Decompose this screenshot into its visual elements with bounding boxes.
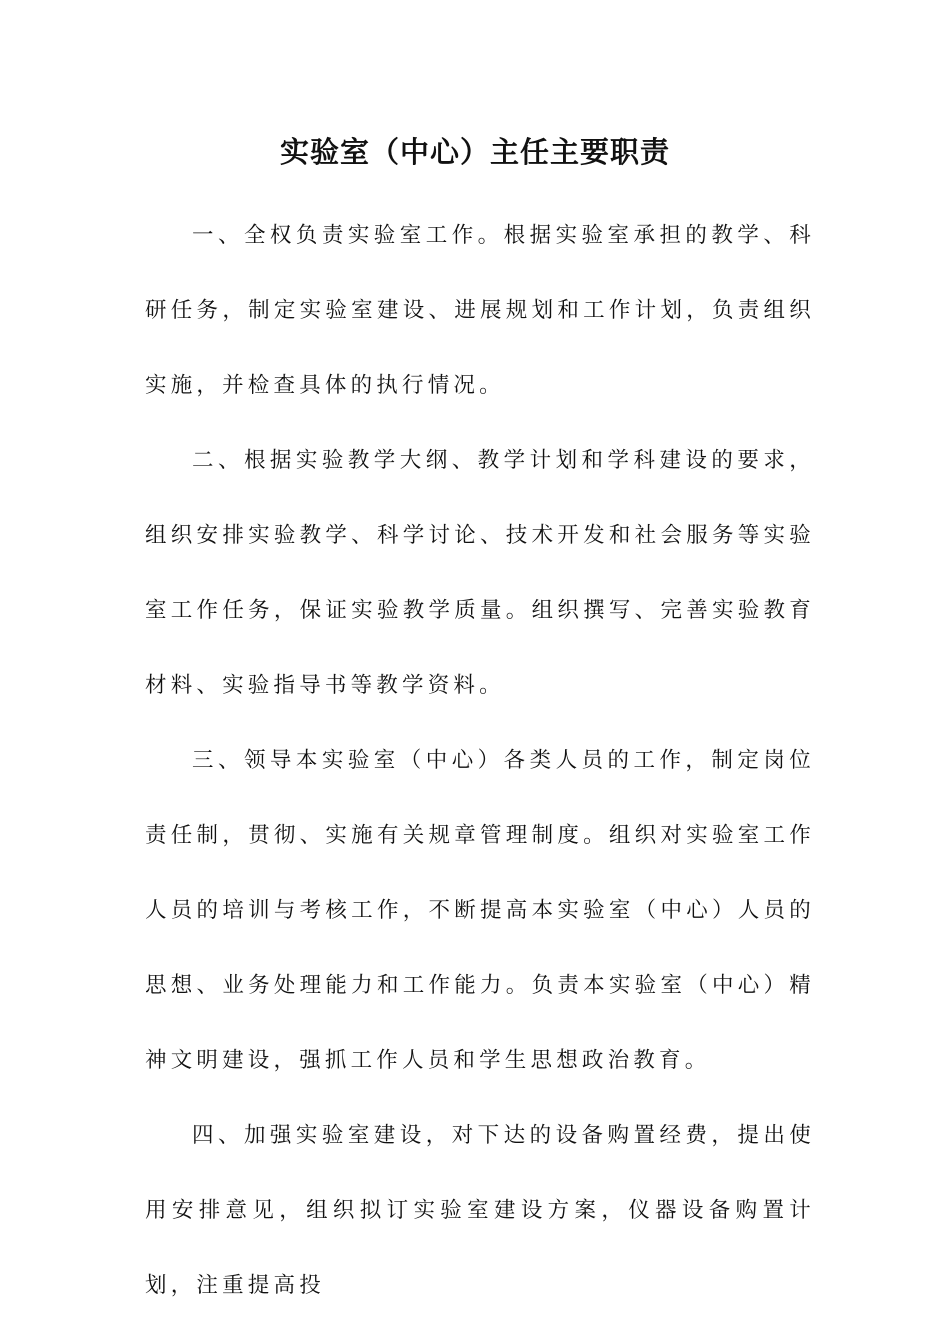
document-title: 实验室（中心）主任主要职责 (279, 135, 670, 169)
paragraph-3: 三、领导本实验室（中心）各类人员的工作，制定岗位责任制，贯彻、实施有关规章管理制度。组织对实验室工作人员的培训与考核工作，不断提高本实验室（中心）人员的思想、业务处理能力和工作能力。负责本实验室（中心）精神文明建设，强抓工作人员和学生思想政治教育。 (145, 748, 815, 1073)
paragraph-1: 一、全权负责实验室工作。根据实验室承担的教学、科研任务，制定实验室建设、进展规划和工作计划，负责组织实施，并检查具体的执行情况。 (145, 223, 815, 398)
document-body (145, 198, 815, 1323)
paragraph-4: 四、加强实验室建设，对下达的设备购置经费，提出使用安排意见，组织拟订实验室建设方案，仪器设备购置计划，注重提高投 (145, 1123, 815, 1298)
paragraph-2: 二、根据实验教学大纲、教学计划和学科建设的要求，组织安排实验教学、科学讨论、技术开发和社会服务等实验室工作任务，保证实验教学质量。组织撰写、完善实验教育材料、实验指导书等教学资料。 (145, 448, 815, 698)
